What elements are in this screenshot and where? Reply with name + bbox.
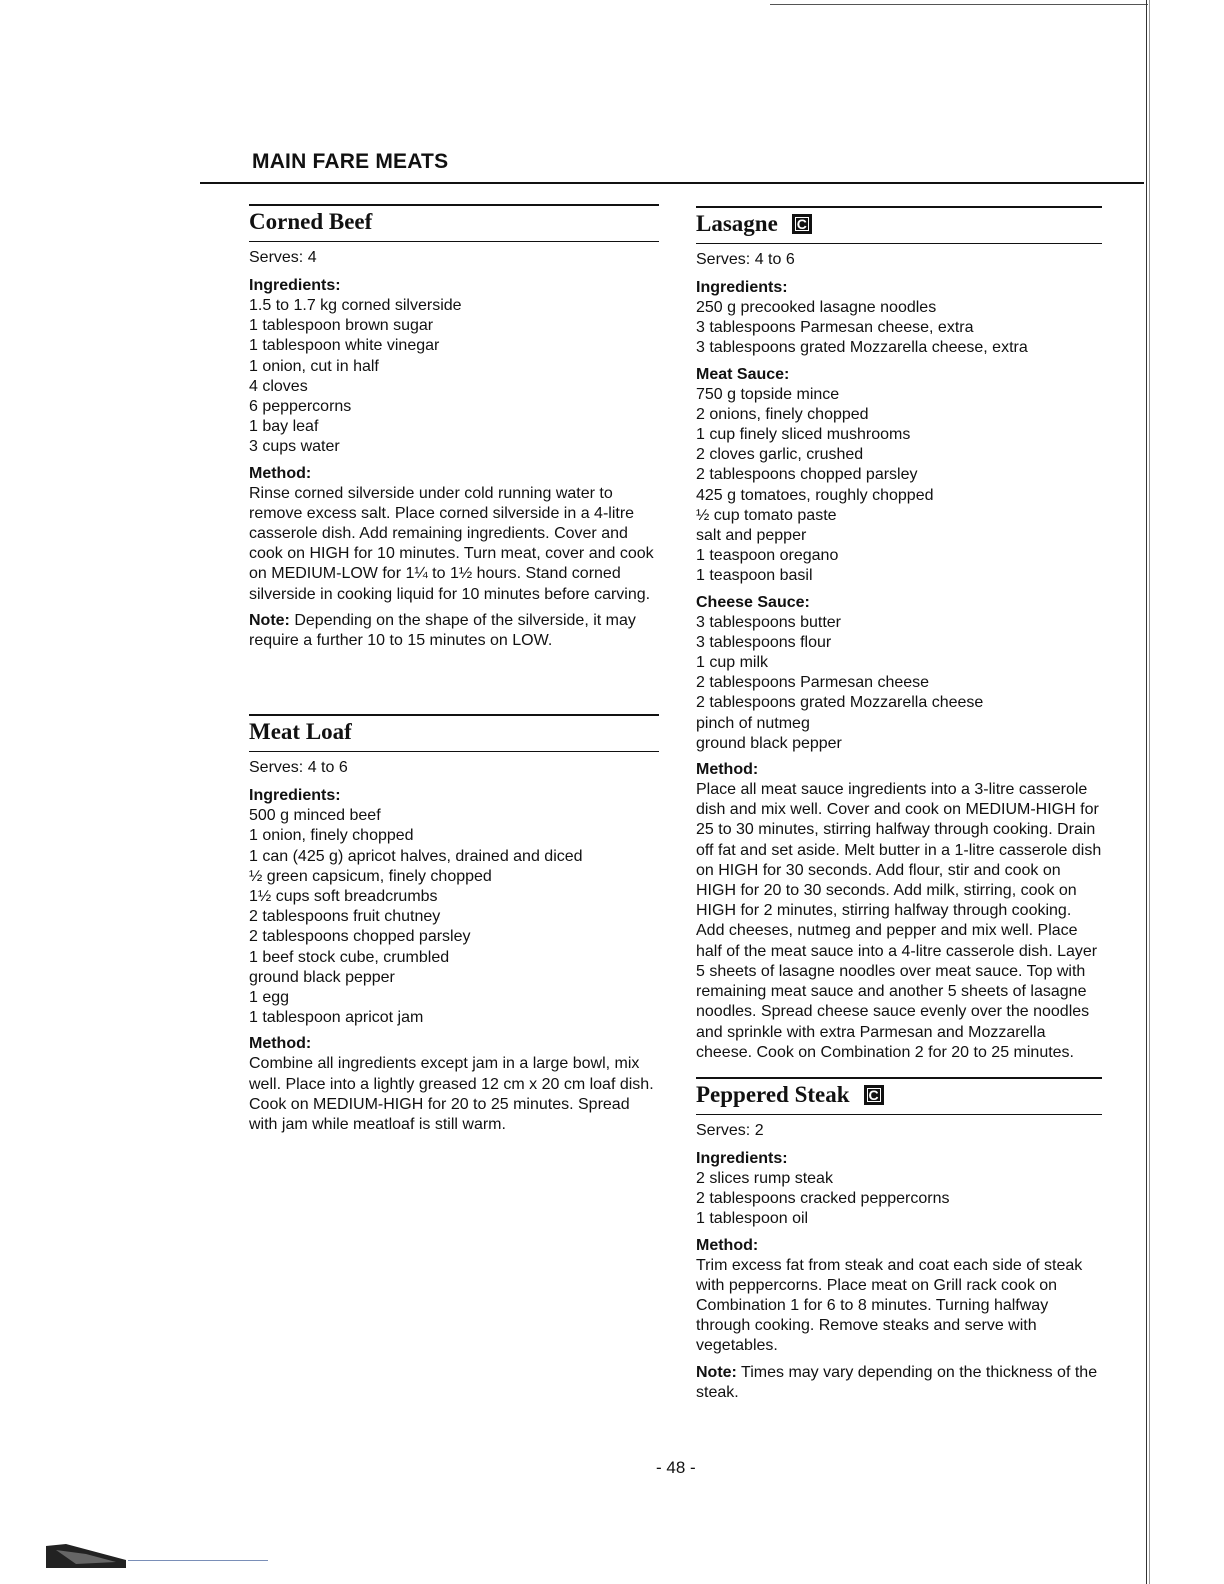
note (696, 1363, 1102, 1403)
list-item: 1.5 to 1.7 kg corned silverside (249, 297, 462, 314)
combination-badge-icon: C (792, 214, 812, 234)
list-item: salt and pepper (696, 527, 807, 545)
ingredients-label: Ingredients: (696, 279, 788, 296)
serves: Serves: 4 to 6 (696, 251, 795, 268)
list-item: 2 tablespoons cracked peppercorns (696, 1190, 950, 1208)
list-item: 1 beef stock cube, crumbled (249, 948, 450, 966)
serves: Serves: 4 to 6 (249, 759, 348, 777)
list-item: 750 g topside mince (696, 385, 840, 403)
meat-sauce-label: Meat Sauce: (696, 365, 790, 383)
meat-sauce-list (696, 385, 1102, 587)
serves: Serves: 4 (249, 249, 317, 266)
list-item: 3 tablespoons butter (696, 613, 841, 631)
list-item: 1 bay leaf (249, 418, 319, 436)
scan-edge-right (1146, 0, 1147, 1584)
list-item: 425 g tomatoes, roughly chopped (696, 486, 934, 504)
left-column (249, 204, 659, 1141)
list-item: 250 g precooked lasagne noodles (696, 299, 937, 316)
list-item: 2 tablespoons fruit chutney (249, 908, 441, 926)
list-item: 6 peppercorns (249, 398, 352, 416)
recipe-title (696, 206, 1102, 244)
serves: Serves: 2 (696, 1121, 764, 1139)
list-item: 1 cup milk (696, 654, 769, 672)
list-item: ground black pepper (696, 734, 842, 752)
list-item: 1 teaspoon oregano (696, 547, 839, 565)
recipe-meat-loaf (249, 714, 659, 1135)
list-item: 1 tablespoon apricot jam (249, 1009, 424, 1027)
note-label: Note: (696, 1363, 737, 1381)
recipe-peppered-steak (696, 1077, 1102, 1403)
note-text: Times may vary depending on the thickness of the steak. (696, 1363, 1098, 1401)
list-item: 1 tablespoon white vinegar (249, 337, 440, 355)
list-item: 1 cup finely sliced mushrooms (696, 426, 911, 444)
list-item: pinch of nutmeg (696, 714, 810, 732)
recipe-title-text: Meat Loaf (249, 719, 352, 745)
ingredients-list (249, 806, 659, 1028)
list-item: 1 onion, cut in half (249, 357, 379, 375)
recipe-corned-beef (249, 204, 659, 651)
ingredients-list (696, 298, 1102, 359)
ingredients-label: Ingredients: (696, 1149, 788, 1167)
spacer (696, 1069, 1102, 1077)
ingredients-list (249, 296, 659, 458)
list-item: 2 slices rump steak (696, 1169, 833, 1187)
list-item: 3 tablespoons Parmesan cheese, extra (696, 319, 974, 337)
list-item: 2 onions, finely chopped (696, 405, 869, 423)
page-number: - 48 - (656, 1458, 696, 1477)
recipe-title (696, 1077, 1102, 1115)
recipe-title-text: Lasagne (696, 211, 778, 236)
method-label: Method: (249, 464, 312, 482)
ingredients-label: Ingredients: (249, 787, 341, 805)
scan-line (128, 1560, 268, 1561)
list-item: 2 tablespoons Parmesan cheese (696, 674, 930, 692)
scan-corner-mark (46, 1538, 126, 1568)
method-label: Method: (249, 1035, 312, 1053)
recipe-lasagne (696, 206, 1102, 1063)
note-text: Depending on the shape of the silverside, it may require a further 10 to 15 minutes on LOW. (249, 611, 636, 650)
right-column (696, 206, 1102, 1409)
method-text: Combine all ingredients except jam in a large bowl, mix well. Place into a lightly greased 12 cm x 20 cm loaf dish. Cook on MEDIUM-HIGH for 20 to 25 minutes. Spread with jam while meatloaf is still warm. (249, 1055, 654, 1134)
list-item: 1½ cups soft breadcrumbs (249, 888, 438, 906)
list-item: 1 tablespoon oil (696, 1210, 809, 1228)
list-item: 2 tablespoons grated Mozzarella cheese (696, 694, 984, 712)
title-rule (200, 182, 1144, 184)
recipe-title-text: Corned Beef (249, 209, 373, 234)
list-item: ground black pepper (249, 968, 395, 986)
note-label: Note: (249, 611, 290, 629)
method-text: Rinse corned silverside under cold running water to remove excess salt. Place corned silverside in a 4-litre casserole dish. Add remaining ingredients. Cover and cook on HIGH for 10 minutes. Turn meat, cover and cook on MEDIUM-LOW for 1¼ to 1½ hours. Stand corned silverside in cooking liquid for 10 minutes before carving. (249, 484, 654, 603)
method-text: Trim excess fat from steak and coat each side of steak with peppercorns. Place meat on Grill rack cook on Combination 1 for 6 to 8 minutes. Turning halfway through cooking. Remove steaks and serve with vegetables. (696, 1256, 1083, 1355)
list-item: 1 onion, finely chopped (249, 827, 414, 845)
combination-badge-icon: C (864, 1085, 884, 1105)
cheese-sauce-list (696, 613, 1102, 754)
ingredients-label: Ingredients: (249, 277, 341, 294)
method-label: Method: (696, 1236, 759, 1254)
list-item: 1 teaspoon basil (696, 567, 813, 585)
list-item: 3 tablespoons grated Mozzarella cheese, extra (696, 339, 1028, 357)
recipe-title-text: Peppered Steak (696, 1081, 850, 1107)
list-item: 500 g minced beef (249, 807, 381, 825)
list-item: 1 egg (249, 989, 290, 1007)
list-item: 1 tablespoon brown sugar (249, 317, 434, 335)
list-item: 2 tablespoons chopped parsley (696, 466, 918, 484)
recipe-title (249, 714, 659, 752)
method-label: Method: (696, 761, 759, 779)
scan-edge-right-shadow (1149, 0, 1150, 1584)
recipe-title (249, 204, 659, 242)
list-item: 2 tablespoons chopped parsley (249, 928, 471, 946)
scan-edge-top (770, 0, 1148, 5)
method-text: Place all meat sauce ingredients into a 3-litre casserole dish and mix well. Cover and cook on MEDIUM-HIGH for 25 to 30 minutes, stirring halfway through cooking. Drain off fat and set aside. Melt butter in a 1-litre casserole dish on HIGH for 30 seconds. Add flour, stir and cook on HIGH for 20 to 30 seconds. Add milk, stirring, cook on HIGH for 2 minutes, stirring halfway through cooking. Add cheeses, nutmeg and pepper and mix well. Place half of the meat sauce into a 4-litre casserole dish. Layer 5 sheets of lasagne noodles over meat sauce. Top with remaining meat sauce and another 5 sheets of lasagne noodles. Spread cheese sauce evenly over the noodles and sprinkle with extra Parmesan and Mozzarella cheese. Cook on Combination 2 for 20 to 25 minutes. (696, 781, 1102, 1061)
list-item: 4 cloves (249, 377, 308, 395)
ingredients-list (696, 1169, 1102, 1230)
spacer (249, 657, 659, 714)
list-item: 3 cups water (249, 438, 340, 456)
page-title: MAIN FARE MEATS (252, 150, 449, 173)
cheese-sauce-label: Cheese Sauce: (696, 593, 810, 611)
list-item: ½ cup tomato paste (696, 506, 837, 524)
note (249, 611, 659, 651)
list-item: ½ green capsicum, finely chopped (249, 867, 492, 885)
list-item: 3 tablespoons flour (696, 633, 832, 651)
list-item: 2 cloves garlic, crushed (696, 446, 864, 464)
list-item: 1 can (425 g) apricot halves, drained and diced (249, 847, 583, 865)
